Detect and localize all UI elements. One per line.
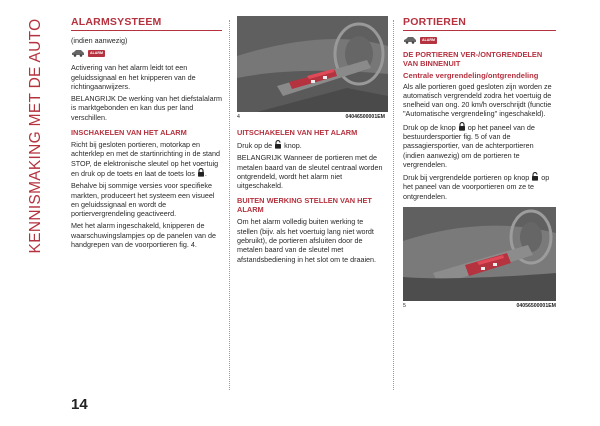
- lock-icon: [458, 122, 466, 131]
- icon-row: [71, 49, 222, 57]
- figure-code: 04046500001EM: [345, 114, 385, 120]
- arm-alarm-heading: INSCHAKELEN VAN HET ALARM: [71, 128, 187, 138]
- door-handle-illustration: [237, 16, 388, 112]
- alarm-off-text: Om het alarm volledig buiten werking te stellen (bijv. als het voertuig lang niet wordt gebruikt), de portieren afsluiten door de metalen baard van de sleutel met afstandsbediening in het slot om te draaien.: [237, 217, 377, 264]
- door-panel-figure-5: [403, 207, 556, 301]
- alarm-system-title: ALARMSYSTEEM: [71, 16, 222, 31]
- lock-button-text: Druk op de knop op het paneel van de bestuurdersportier fig. 5 of van de passagiersportier, van de achterportieren (indien aanwezig) om de portieren te vergrendelen.: [403, 122, 535, 169]
- figure-number: 4: [237, 114, 240, 120]
- alarm-badge: ALARM: [90, 50, 103, 55]
- lock-from-inside-heading: DE PORTIEREN VER-/ONTGRENDELEN VAN BINNENUIT: [403, 50, 543, 68]
- disarm-text: Druk op de knop.: [237, 141, 302, 150]
- car-icon: [403, 36, 417, 44]
- figure-4-caption: [237, 114, 385, 120]
- figure-5-caption: [403, 303, 556, 309]
- door-handle-figure-4: [237, 16, 388, 112]
- central-locking-text: Als alle portieren goed gesloten zijn worden ze automatisch vergrendeld zodra het voertuig de snelheid van ong. 20 km/h overschrijdt (functie "Automatische vergrendeling" ingeschakeld).: [403, 81, 552, 119]
- door-panel-illustration: [403, 207, 556, 301]
- figure-code: 04056500001EM: [516, 303, 556, 310]
- disarm-column: [237, 16, 385, 267]
- central-locking-heading: Centrale vergrendeling/ontgrendeling: [403, 71, 539, 80]
- arm-text-1: Richt bij gesloten portieren, motorkap en achterklep en met de startinrichting in de stand STOP, de elektronische sleutel op het voertuig en druk op de toets en laat de toets los .: [71, 140, 221, 178]
- unlock-button-text: Druk bij vergrendelde portieren op knop op het paneel van de voorportieren om ze te ontgrendelen.: [403, 173, 550, 201]
- availability-note: (indien aanwezig): [71, 36, 128, 45]
- icon-row: [403, 36, 556, 44]
- alarm-badge: ALARM: [422, 37, 435, 42]
- arm-text-2: Behalve bij sommige versies voor specifieke markten, produceert het systeem een visueel en geluidssignaal en wordt de portiervergrendeling geactiveerd.: [71, 181, 215, 219]
- disarm-alarm-heading: UITSCHAKELEN VAN HET ALARM: [237, 128, 358, 137]
- page-number: 14: [71, 396, 88, 413]
- alarm-system-column: [71, 16, 222, 252]
- doors-title: PORTIEREN: [403, 16, 556, 31]
- car-icon: [71, 49, 85, 57]
- lock-icon: [197, 168, 205, 177]
- column-divider: [229, 20, 230, 390]
- alarm-off-heading: BUITEN WERKING STELLEN VAN HET ALARM: [237, 196, 372, 215]
- disarm-important-note: BELANGRIJK Wanneer de portieren met de metalen baard van de sleutel centraal worden ontgrendeld, wordt het alarm niet uitgeschakeld.: [237, 153, 383, 191]
- figure-number: 5: [403, 303, 406, 310]
- side-section-title: KENNISMAKING MET DE AUTO: [27, 18, 44, 254]
- unlock-icon: [274, 140, 282, 149]
- intro-text: Activering van het alarm leidt tot een geluidssignaal en het knipperen van de richtingaanwijzers.: [71, 63, 196, 91]
- important-note: BELANGRIJK De werking van het diefstalalarm is marktgebonden en kan dus per land verschillen.: [71, 94, 223, 122]
- arm-text-3: Met het alarm ingeschakeld, knipperen de waarschuwingslampjes op de panelen van de handgrepen van de voorportieren fig. 4.: [71, 221, 217, 250]
- doors-column: [403, 16, 556, 317]
- column-divider: [393, 20, 394, 390]
- unlock-icon: [531, 172, 539, 181]
